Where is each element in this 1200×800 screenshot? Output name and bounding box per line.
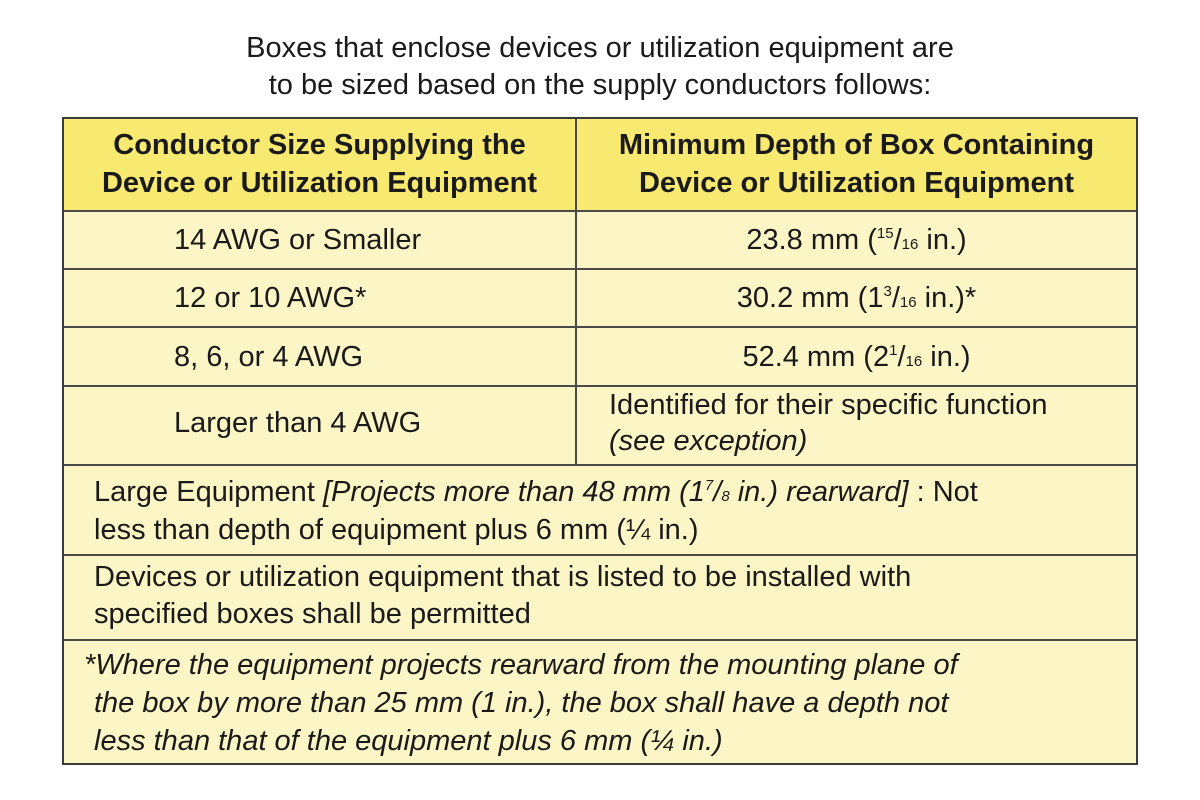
- table-header: [64, 119, 1136, 210]
- fraction-denominator: 16: [905, 353, 923, 370]
- fraction-numerator: 15: [876, 225, 894, 242]
- large-equipment-row: [64, 466, 1136, 554]
- table-row: [64, 270, 1136, 326]
- box-depth-table: [62, 117, 1138, 765]
- listed-devices-line-1: Devices or utilization equipment that is listed to be installed with: [94, 561, 912, 593]
- caption: [0, 30, 1200, 104]
- min-depth-cell: [577, 224, 1136, 257]
- min-depth-cell: [577, 282, 1136, 315]
- table-row: [64, 387, 1136, 464]
- footnote-row: [64, 641, 1136, 763]
- large-equipment-tail: : Not: [908, 476, 978, 508]
- conductor-size-cell: 12 or 10 AWG*: [174, 282, 367, 314]
- depth-tail: in.)*: [916, 282, 977, 314]
- footnote-line-3: less than that of the equipment plus 6 mm (¼ in.): [94, 725, 723, 757]
- conductor-size-cell: 14 AWG or Smaller: [174, 224, 422, 256]
- depth-metric: 23.8 mm (: [746, 224, 877, 256]
- footnote-line-1: *Where the equipment projects rearward from the mounting plane of: [84, 649, 958, 681]
- header-conductor-size: [64, 126, 575, 202]
- header-conductor-line-2: Device or Utilization Equipment: [101, 167, 538, 199]
- min-depth-cell: [577, 341, 1136, 374]
- table-row: [64, 328, 1136, 385]
- projects-rearward-tail: in.) rearward]: [729, 476, 909, 508]
- conductor-size-cell: 8, 6, or 4 AWG: [174, 341, 364, 373]
- fraction-numerator: 1: [889, 342, 898, 359]
- table-row: [64, 212, 1136, 268]
- projects-rearward-text: [Projects more than 48 mm (1: [322, 476, 705, 508]
- large-equipment-line-2: less than depth of equipment plus 6 mm (¼ in.): [94, 514, 699, 546]
- depth-tail: in.): [922, 341, 971, 373]
- header-conductor-line-1: Conductor Size Supplying the: [113, 129, 526, 161]
- footnote-line-2: the box by more than 25 mm (1 in.), the box shall have a depth not: [94, 687, 949, 719]
- see-exception-note: (see exception): [609, 425, 808, 457]
- min-depth-cell: [609, 387, 1047, 459]
- fraction-denominator: 16: [899, 294, 917, 311]
- caption-line-1: Boxes that enclose devices or utilization equipment are: [246, 32, 954, 64]
- fraction-slash: /: [713, 476, 722, 508]
- listed-devices-row: [64, 556, 1136, 639]
- fraction-numerator: 3: [883, 283, 892, 300]
- fraction-numerator: 7: [704, 477, 714, 494]
- listed-devices-line-2: specified boxes shall be permitted: [94, 598, 531, 630]
- depth-metric: 30.2 mm (1: [736, 282, 884, 314]
- large-equipment-line-1: [94, 472, 978, 512]
- conductor-size-cell: Larger than 4 AWG: [174, 407, 422, 439]
- caption-line-2: to be sized based on the supply conductors follows:: [268, 69, 932, 101]
- large-equipment-lead: Large Equipment: [94, 476, 323, 508]
- header-depth-line-1: Minimum Depth of Box Containing: [618, 129, 1095, 161]
- fraction-slash: /: [897, 341, 906, 373]
- fraction-denominator: 8: [721, 488, 730, 505]
- fraction-slash: /: [891, 282, 900, 314]
- depth-tail: in.): [918, 224, 967, 256]
- depth-metric: 52.4 mm (2: [742, 341, 890, 373]
- header-depth-line-2: Device or Utilization Equipment: [638, 167, 1075, 199]
- depth-identified-text: Identified for their specific function: [609, 389, 1048, 421]
- fraction-denominator: 16: [901, 236, 919, 253]
- fraction-slash: /: [893, 224, 902, 256]
- header-minimum-depth: [577, 126, 1136, 202]
